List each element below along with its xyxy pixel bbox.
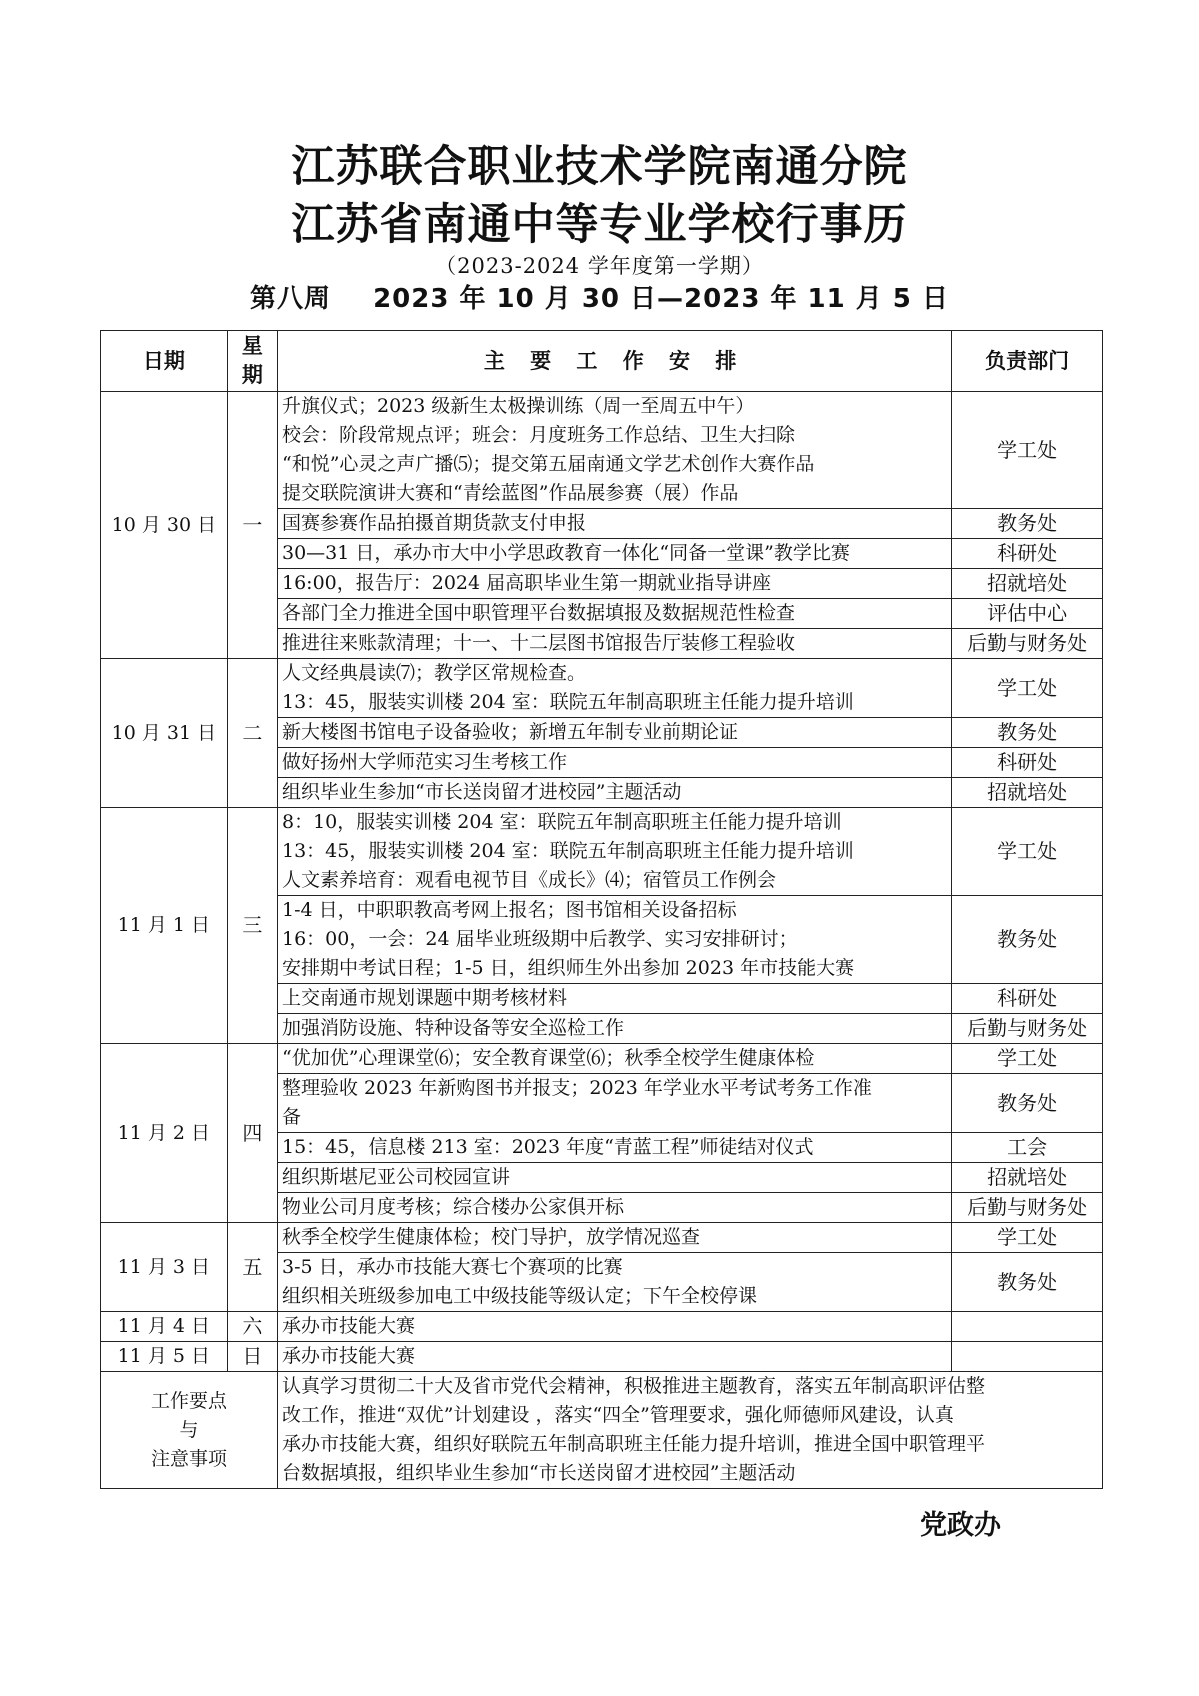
work-item-line: 加强消防设施、特种设备等安全巡检工作 — [282, 1017, 625, 1039]
weekday-cell: 四 — [227, 1044, 277, 1223]
department-cell: 教务处 — [952, 1074, 1103, 1133]
department-cell: 学工处 — [952, 808, 1103, 896]
work-item-cell — [278, 659, 952, 718]
work-item-cell — [278, 392, 952, 509]
work-item-cell — [278, 1342, 952, 1372]
work-item-line: 13：45，服装实训楼 204 室：联院五年制高职班主任能力提升培训 — [282, 840, 854, 862]
table-row — [101, 392, 1103, 509]
date-cell: 10 月 30 日 — [101, 392, 228, 659]
department-cell: 后勤与财务处 — [952, 1014, 1103, 1044]
header-weekday — [227, 331, 277, 392]
notes-text-line: 台数据填报，组织毕业生参加“市长送岗留才进校园”主题活动 — [282, 1462, 796, 1484]
notes-row — [101, 1372, 1103, 1489]
header-dept: 负责部门 — [952, 331, 1103, 392]
department-cell: 学工处 — [952, 659, 1103, 718]
department-cell: 工会 — [952, 1133, 1103, 1163]
department-cell: 后勤与财务处 — [952, 1193, 1103, 1223]
notes-text-line: 认真学习贯彻二十大及省市党代会精神，积极推进主题教育，落实五年制高职评估整 — [282, 1375, 986, 1397]
work-item-line: 校会：阶段常规点评；班会：月度班务工作总结、卫生大扫除 — [282, 424, 796, 446]
notes-text-line: 改工作，推进“双优”计划建设 ，落实“四全”管理要求，强化师德师风建设，认真 — [282, 1404, 954, 1426]
work-item-cell — [278, 984, 952, 1014]
table-row — [101, 1044, 1103, 1074]
work-item-line: “和悦”心灵之声广播⑸；提交第五届南通文学艺术创作大赛作品 — [282, 453, 815, 475]
work-item-line: 组织斯堪尼亚公司校园宣讲 — [282, 1166, 511, 1188]
header-weekday-char: 期 — [241, 363, 263, 387]
department-cell: 教务处 — [952, 509, 1103, 539]
weekday-cell: 一 — [227, 392, 277, 659]
work-item-cell — [278, 509, 952, 539]
work-item-cell — [278, 1312, 952, 1342]
department-cell: 招就培处 — [952, 569, 1103, 599]
date-cell: 11 月 3 日 — [101, 1223, 228, 1312]
work-item-line: 1-4 日，中职职教高考网上报名；图书馆相关设备招标 — [282, 899, 737, 921]
work-item-line: 人文素养培育：观看电视节目《成长》⑷；宿管员工作例会 — [282, 869, 777, 891]
department-cell — [952, 1312, 1103, 1342]
department-cell: 招就培处 — [952, 1163, 1103, 1193]
work-item-line: 秋季全校学生健康体检；校门导护，放学情况巡查 — [282, 1226, 701, 1248]
work-item-line: 提交联院演讲大赛和“青绘蓝图”作品展参赛（展）作品 — [282, 482, 739, 504]
work-item-cell — [278, 718, 952, 748]
department-cell: 科研处 — [952, 539, 1103, 569]
work-item-line: 人文经典晨读⑺；教学区常规检查。 — [282, 662, 587, 684]
notes-label-line: 工作要点 — [150, 1389, 227, 1412]
notes-text-line: 承办市技能大赛，组织好联院五年制高职班主任能力提升培训，推进全国中职管理平 — [282, 1433, 986, 1455]
work-item-cell — [278, 1223, 952, 1253]
weekday-cell: 二 — [227, 659, 277, 808]
week-heading — [0, 282, 1199, 316]
work-item-line: 各部门全力推进全国中职管理平台数据填报及数据规范性检查 — [282, 602, 796, 624]
week-range: 2023 年 10 月 30 日—2023 年 11 月 5 日 — [373, 284, 949, 314]
work-item-line: 8：10，服装实训楼 204 室：联院五年制高职班主任能力提升培训 — [282, 811, 842, 833]
work-item-line: 安排期中考试日程；1-5 日，组织师生外出参加 2023 年市技能大赛 — [282, 957, 855, 979]
notes-label — [101, 1372, 278, 1489]
document-title-line1: 江苏联合职业技术学院南通分院 — [291, 142, 908, 192]
work-item-cell — [278, 778, 952, 808]
work-item-line: 16：00，一会：24 届毕业班级期中后教学、实习安排研讨； — [282, 928, 798, 950]
work-item-line: 新大楼图书馆电子设备验收；新增五年制专业前期论证 — [282, 721, 739, 743]
work-item-cell — [278, 539, 952, 569]
work-item-cell — [278, 1193, 952, 1223]
week-label: 第八周 — [250, 284, 332, 314]
table-row — [101, 1312, 1103, 1342]
work-item-line: 组织相关班级参加电工中级技能等级认定；下午全校停课 — [282, 1285, 758, 1307]
work-item-line: 上交南通市规划课题中期考核材料 — [282, 987, 568, 1009]
work-item-cell — [278, 1074, 952, 1133]
work-item-line: 物业公司月度考核；综合楼办公家俱开标 — [282, 1196, 625, 1218]
work-item-cell — [278, 1253, 952, 1312]
work-item-line: 承办市技能大赛 — [282, 1345, 416, 1367]
notes-text — [278, 1372, 1103, 1489]
department-cell: 科研处 — [952, 984, 1103, 1014]
department-cell: 教务处 — [952, 896, 1103, 984]
weekday-cell: 三 — [227, 808, 277, 1044]
work-item-line: 组织毕业生参加“市长送岗留才进校园”主题活动 — [282, 781, 682, 803]
work-item-line: 承办市技能大赛 — [282, 1315, 416, 1337]
work-item-line: 推进往来账款清理；十一、十二层图书馆报告厅装修工程验收 — [282, 632, 796, 654]
work-item-line: “优加优”心理课堂⑹；安全教育课堂⑹；秋季全校学生健康体检 — [282, 1047, 815, 1069]
work-item-line: 15：45，信息楼 213 室：2023 年度“青蓝工程”师徒结对仪式 — [282, 1136, 814, 1158]
header-work: 主 要 工 作 安 排 — [278, 331, 952, 392]
department-cell: 招就培处 — [952, 778, 1103, 808]
date-cell: 10 月 31 日 — [101, 659, 228, 808]
work-item-line: 整理验收 2023 年新购图书并报支；2023 年学业水平考试考务工作准 — [282, 1077, 872, 1099]
header-date: 日期 — [101, 331, 228, 392]
table-row — [101, 659, 1103, 718]
header-weekday-char: 星 — [241, 334, 263, 358]
department-cell: 评估中心 — [952, 599, 1103, 629]
work-item-cell — [278, 748, 952, 778]
department-cell: 科研处 — [952, 748, 1103, 778]
department-cell: 后勤与财务处 — [952, 629, 1103, 659]
work-item-line: 升旗仪式；2023 级新生太极操训练（周一至周五中午） — [282, 395, 755, 417]
work-item-cell — [278, 629, 952, 659]
work-item-line: 国赛参赛作品拍摄首期货款支付申报 — [282, 512, 587, 534]
work-item-line: 3-5 日，承办市技能大赛七个赛项的比赛 — [282, 1256, 623, 1278]
weekday-cell: 六 — [227, 1312, 277, 1342]
department-cell: 教务处 — [952, 718, 1103, 748]
notes-label-line: 注意事项 — [150, 1447, 227, 1470]
document-title-line2: 江苏省南通中等专业学校行事历 — [291, 200, 908, 250]
work-item-line: 备 — [282, 1106, 302, 1128]
department-cell: 学工处 — [952, 1044, 1103, 1074]
department-cell: 教务处 — [952, 1253, 1103, 1312]
issuer-signature: 党政办 — [920, 1510, 1001, 1541]
work-item-cell — [278, 896, 952, 984]
date-cell: 11 月 5 日 — [101, 1342, 228, 1372]
department-cell: 学工处 — [952, 1223, 1103, 1253]
work-item-cell — [278, 1163, 952, 1193]
term-subtitle: （2023-2024 学年度第一学期） — [435, 254, 764, 278]
work-item-cell — [278, 1133, 952, 1163]
weekday-cell: 日 — [227, 1342, 277, 1372]
work-item-cell — [278, 569, 952, 599]
work-item-line: 30—31 日，承办市大中小学思政教育一体化“同备一堂课”教学比赛 — [282, 542, 850, 564]
schedule-body — [101, 392, 1103, 1372]
table-row — [101, 808, 1103, 896]
schedule-table — [100, 330, 1103, 1489]
work-item-line: 做好扬州大学师范实习生考核工作 — [282, 751, 568, 773]
department-cell: 学工处 — [952, 392, 1103, 509]
work-item-cell — [278, 599, 952, 629]
date-cell: 11 月 4 日 — [101, 1312, 228, 1342]
work-item-cell — [278, 808, 952, 896]
work-item-line: 16:00，报告厅：2024 届高职毕业生第一期就业指导讲座 — [282, 572, 772, 594]
table-row — [101, 1223, 1103, 1253]
date-cell: 11 月 1 日 — [101, 808, 228, 1044]
notes-label-line: 与 — [179, 1418, 199, 1441]
work-item-cell — [278, 1014, 952, 1044]
department-cell — [952, 1342, 1103, 1372]
table-row — [101, 1342, 1103, 1372]
work-item-cell — [278, 1044, 952, 1074]
table-header-row — [101, 331, 1103, 392]
work-item-line: 13：45，服装实训楼 204 室：联院五年制高职班主任能力提升培训 — [282, 691, 854, 713]
date-cell: 11 月 2 日 — [101, 1044, 228, 1223]
weekday-cell: 五 — [227, 1223, 277, 1312]
